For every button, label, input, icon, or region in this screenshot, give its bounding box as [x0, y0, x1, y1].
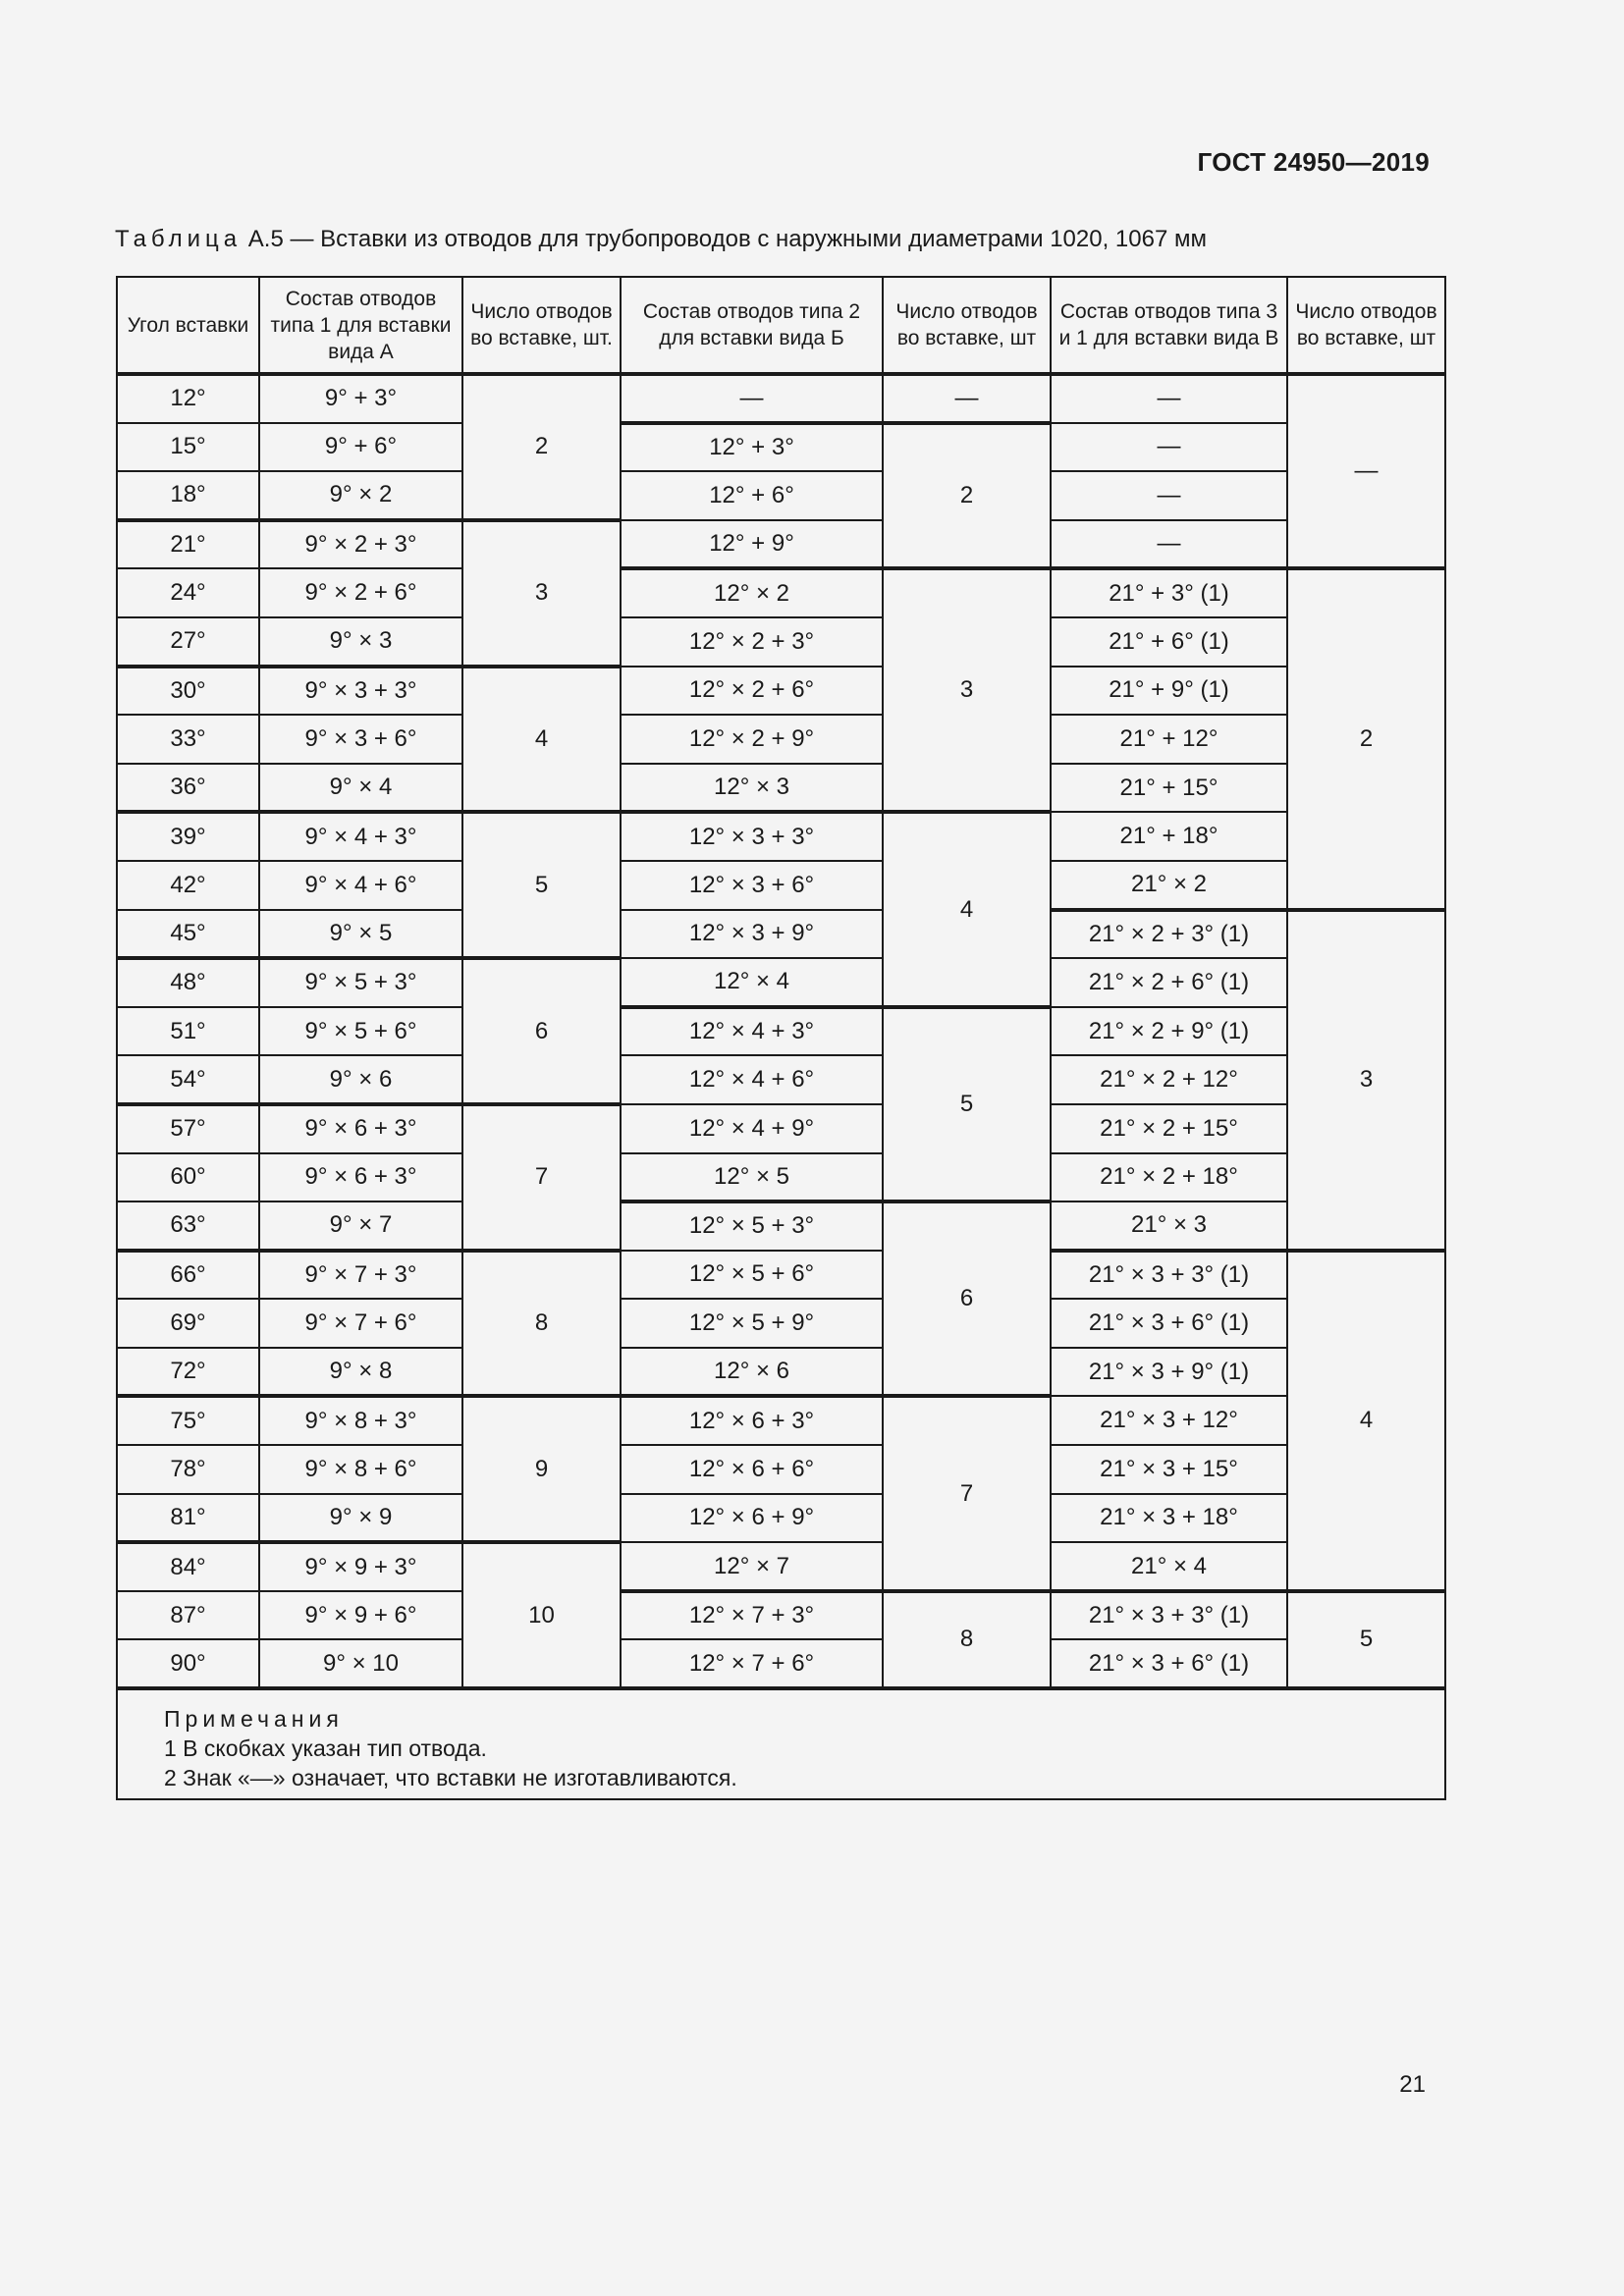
type1-composition-cell: 9° × 5 + 3°	[259, 958, 462, 1007]
type3-composition-cell: 21° × 2 + 3° (1)	[1051, 910, 1287, 959]
type1-composition-cell: 9° × 7 + 6°	[259, 1299, 462, 1348]
table-row	[117, 1201, 1445, 1251]
type2-composition-cell: 12° × 4	[621, 958, 883, 1007]
angle-cell: 51°	[117, 1007, 259, 1056]
type2-composition-cell: 12° × 2 + 6°	[621, 667, 883, 716]
type3-count-cell: 3	[1287, 910, 1445, 1251]
angle-cell: 42°	[117, 861, 259, 910]
standard-code: ГОСТ 24950—2019	[1197, 147, 1430, 177]
type2-composition-cell: 12° × 5 + 9°	[621, 1299, 883, 1348]
table-caption-label: Таблица	[115, 226, 243, 252]
type1-composition-cell: 9° × 8 + 6°	[259, 1445, 462, 1494]
type1-composition-cell: 9° × 10	[259, 1639, 462, 1688]
type3-composition-cell: 21° + 9° (1)	[1051, 667, 1287, 716]
table-row	[117, 568, 1445, 617]
table-row	[117, 958, 1445, 1007]
header-type2-count: Число отводов во вставке, шт	[883, 277, 1051, 374]
type2-count-cell: 5	[883, 1007, 1051, 1201]
type3-composition-cell: 21° + 3° (1)	[1051, 568, 1287, 617]
angle-cell: 21°	[117, 520, 259, 569]
type2-composition-cell: 12° + 9°	[621, 520, 883, 569]
note-item: 1 В скобках указан тип отвода.	[164, 1735, 487, 1762]
type1-composition-cell: 9° × 8	[259, 1348, 462, 1397]
page-number: 21	[1399, 2071, 1426, 2098]
type1-composition-cell: 9° × 6	[259, 1055, 462, 1104]
type2-count-cell: 8	[883, 1591, 1051, 1688]
table-row	[117, 910, 1445, 959]
type3-composition-cell: 21° × 3 + 18°	[1051, 1494, 1287, 1543]
type1-composition-cell: 9° × 4 + 6°	[259, 861, 462, 910]
table-caption	[115, 226, 1207, 253]
type3-composition-cell: 21° × 3 + 15°	[1051, 1445, 1287, 1494]
type1-composition-cell: 9° × 4 + 3°	[259, 812, 462, 861]
table-row	[117, 1639, 1445, 1688]
type1-composition-cell: 9° × 4	[259, 764, 462, 813]
notes-cell	[117, 1688, 1445, 1799]
type3-composition-cell: 21° + 6° (1)	[1051, 617, 1287, 667]
type3-composition-cell: 21° × 3	[1051, 1201, 1287, 1251]
angle-cell: 54°	[117, 1055, 259, 1104]
type1-count-cell: 10	[462, 1542, 621, 1688]
type2-composition-cell: 12° × 5 + 3°	[621, 1201, 883, 1251]
type1-count-cell: 5	[462, 812, 621, 958]
table-row	[117, 812, 1445, 861]
type1-count-cell: 6	[462, 958, 621, 1104]
table-caption-text: А.5 — Вставки из отводов для трубопроводов с наружными диаметрами 1020, 1067 мм	[247, 226, 1207, 252]
type2-composition-cell: 12° × 3	[621, 764, 883, 813]
type3-count-cell: —	[1287, 374, 1445, 568]
inserts-table	[116, 276, 1446, 1800]
type1-composition-cell: 9° + 3°	[259, 374, 462, 423]
table-row	[117, 374, 1445, 423]
type1-composition-cell: 9° × 9	[259, 1494, 462, 1543]
type3-composition-cell: 21° × 3 + 9° (1)	[1051, 1348, 1287, 1397]
type2-composition-cell: 12° × 2	[621, 568, 883, 617]
type2-composition-cell: 12° × 7 + 6°	[621, 1639, 883, 1688]
angle-cell: 87°	[117, 1591, 259, 1640]
type2-composition-cell: 12° × 6	[621, 1348, 883, 1397]
type1-composition-cell: 9° × 2	[259, 471, 462, 520]
type3-composition-cell: 21° × 2 + 18°	[1051, 1153, 1287, 1202]
type3-composition-cell: —	[1051, 374, 1287, 423]
table-row	[117, 1299, 1445, 1348]
type3-composition-cell: 21° × 2 + 6° (1)	[1051, 958, 1287, 1007]
angle-cell: 18°	[117, 471, 259, 520]
angle-cell: 81°	[117, 1494, 259, 1543]
angle-cell: 24°	[117, 568, 259, 617]
type3-composition-cell: 21° × 3 + 12°	[1051, 1396, 1287, 1445]
table-row	[117, 667, 1445, 716]
type1-composition-cell: 9° + 6°	[259, 423, 462, 472]
type2-composition-cell: 12° × 4 + 6°	[621, 1055, 883, 1104]
angle-cell: 15°	[117, 423, 259, 472]
header-type2-composition: Состав отводов типа 2 для вставки вида Б	[621, 277, 883, 374]
header-type3-count: Число отводов во вставке, шт	[1287, 277, 1445, 374]
type1-count-cell: 7	[462, 1104, 621, 1251]
type3-composition-cell: —	[1051, 520, 1287, 569]
type1-composition-cell: 9° × 2 + 3°	[259, 520, 462, 569]
table-row	[117, 1445, 1445, 1494]
type1-composition-cell: 9° × 7 + 3°	[259, 1251, 462, 1300]
type3-composition-cell: 21° × 3 + 6° (1)	[1051, 1639, 1287, 1688]
type1-composition-cell: 9° × 3 + 6°	[259, 715, 462, 764]
angle-cell: 75°	[117, 1396, 259, 1445]
type3-composition-cell: 21° × 2 + 9° (1)	[1051, 1007, 1287, 1056]
angle-cell: 72°	[117, 1348, 259, 1397]
note-item: 2 Знак «—» означает, что вставки не изготавливаются.	[164, 1765, 737, 1791]
table-row	[117, 1494, 1445, 1543]
table-row	[117, 715, 1445, 764]
type2-count-cell: 4	[883, 812, 1051, 1006]
angle-cell: 30°	[117, 667, 259, 716]
angle-cell: 12°	[117, 374, 259, 423]
angle-cell: 39°	[117, 812, 259, 861]
angle-cell: 33°	[117, 715, 259, 764]
type1-composition-cell: 9° × 2 + 6°	[259, 568, 462, 617]
type1-composition-cell: 9° × 6 + 3°	[259, 1153, 462, 1202]
angle-cell: 45°	[117, 910, 259, 959]
type2-composition-cell: 12° × 3 + 9°	[621, 910, 883, 959]
type2-composition-cell: —	[621, 374, 883, 423]
type1-composition-cell: 9° × 8 + 3°	[259, 1396, 462, 1445]
type2-composition-cell: 12° × 6 + 3°	[621, 1396, 883, 1445]
type2-composition-cell: 12° + 3°	[621, 423, 883, 472]
type3-composition-cell: 21° × 2 + 15°	[1051, 1104, 1287, 1153]
type3-composition-cell: 21° × 2	[1051, 861, 1287, 910]
type2-composition-cell: 12° × 5 + 6°	[621, 1251, 883, 1300]
header-type1-count: Число отводов во вставке, шт.	[462, 277, 621, 374]
type2-composition-cell: 12° × 7 + 3°	[621, 1591, 883, 1640]
type2-composition-cell: 12° × 4 + 9°	[621, 1104, 883, 1153]
table-row	[117, 1396, 1445, 1445]
table-row	[117, 1542, 1445, 1591]
angle-cell: 90°	[117, 1639, 259, 1688]
type2-composition-cell: 12° + 6°	[621, 471, 883, 520]
type3-composition-cell: 21° × 2 + 12°	[1051, 1055, 1287, 1104]
type2-composition-cell: 12° × 3 + 3°	[621, 812, 883, 861]
type3-count-cell: 2	[1287, 568, 1445, 909]
angle-cell: 27°	[117, 617, 259, 667]
angle-cell: 36°	[117, 764, 259, 813]
type1-composition-cell: 9° × 9 + 6°	[259, 1591, 462, 1640]
table-row	[117, 617, 1445, 667]
notes-title: Примечания	[164, 1706, 344, 1733]
type1-composition-cell: 9° × 6 + 3°	[259, 1104, 462, 1153]
type2-count-cell: 3	[883, 568, 1051, 812]
table-row	[117, 1055, 1445, 1104]
type3-composition-cell: 21° × 4	[1051, 1542, 1287, 1591]
type2-count-cell: —	[883, 374, 1051, 423]
table-row	[117, 1007, 1445, 1056]
notes-row	[117, 1688, 1445, 1799]
type2-composition-cell: 12° × 2 + 3°	[621, 617, 883, 667]
type3-composition-cell: 21° × 3 + 6° (1)	[1051, 1299, 1287, 1348]
type2-composition-cell: 12° × 6 + 6°	[621, 1445, 883, 1494]
type1-composition-cell: 9° × 9 + 3°	[259, 1542, 462, 1591]
type2-composition-cell: 12° × 7	[621, 1542, 883, 1591]
type2-count-cell: 2	[883, 423, 1051, 569]
type2-composition-cell: 12° × 3 + 6°	[621, 861, 883, 910]
type3-composition-cell: 21° + 18°	[1051, 812, 1287, 861]
type3-composition-cell: —	[1051, 471, 1287, 520]
type1-composition-cell: 9° × 3 + 3°	[259, 667, 462, 716]
type1-count-cell: 9	[462, 1396, 621, 1542]
table-row	[117, 471, 1445, 520]
type3-composition-cell: 21° × 3 + 3° (1)	[1051, 1251, 1287, 1300]
type2-composition-cell: 12° × 6 + 9°	[621, 1494, 883, 1543]
angle-cell: 48°	[117, 958, 259, 1007]
type1-composition-cell: 9° × 5	[259, 910, 462, 959]
type1-count-cell: 8	[462, 1251, 621, 1397]
table-row	[117, 1153, 1445, 1202]
header-type3-composition: Состав отводов типа 3 и 1 для вставки вида В	[1051, 277, 1287, 374]
table-row	[117, 423, 1445, 472]
type1-count-cell: 3	[462, 520, 621, 667]
type2-composition-cell: 12° × 5	[621, 1153, 883, 1202]
table-row	[117, 1348, 1445, 1397]
type1-composition-cell: 9° × 5 + 6°	[259, 1007, 462, 1056]
type3-composition-cell: 21° × 3 + 3° (1)	[1051, 1591, 1287, 1640]
type3-count-cell: 4	[1287, 1251, 1445, 1591]
type1-composition-cell: 9° × 3	[259, 617, 462, 667]
angle-cell: 63°	[117, 1201, 259, 1251]
type1-count-cell: 4	[462, 667, 621, 813]
type2-count-cell: 7	[883, 1396, 1051, 1590]
type1-composition-cell: 9° × 7	[259, 1201, 462, 1251]
angle-cell: 57°	[117, 1104, 259, 1153]
table-row	[117, 764, 1445, 813]
type3-composition-cell: —	[1051, 423, 1287, 472]
angle-cell: 60°	[117, 1153, 259, 1202]
angle-cell: 66°	[117, 1251, 259, 1300]
table-row	[117, 1251, 1445, 1300]
type1-count-cell: 2	[462, 374, 621, 520]
angle-cell: 78°	[117, 1445, 259, 1494]
angle-cell: 84°	[117, 1542, 259, 1591]
table-row	[117, 1104, 1445, 1153]
table-row	[117, 861, 1445, 910]
table-row	[117, 1591, 1445, 1640]
type3-composition-cell: 21° + 12°	[1051, 715, 1287, 764]
table-row	[117, 520, 1445, 569]
type2-composition-cell: 12° × 4 + 3°	[621, 1007, 883, 1056]
header-angle: Угол вставки	[117, 277, 259, 374]
table-header-row	[117, 277, 1445, 374]
type2-count-cell: 6	[883, 1201, 1051, 1396]
header-type1-composition: Состав отводов типа 1 для вставки вида А	[259, 277, 462, 374]
type3-count-cell: 5	[1287, 1591, 1445, 1688]
type3-composition-cell: 21° + 15°	[1051, 764, 1287, 813]
type2-composition-cell: 12° × 2 + 9°	[621, 715, 883, 764]
angle-cell: 69°	[117, 1299, 259, 1348]
